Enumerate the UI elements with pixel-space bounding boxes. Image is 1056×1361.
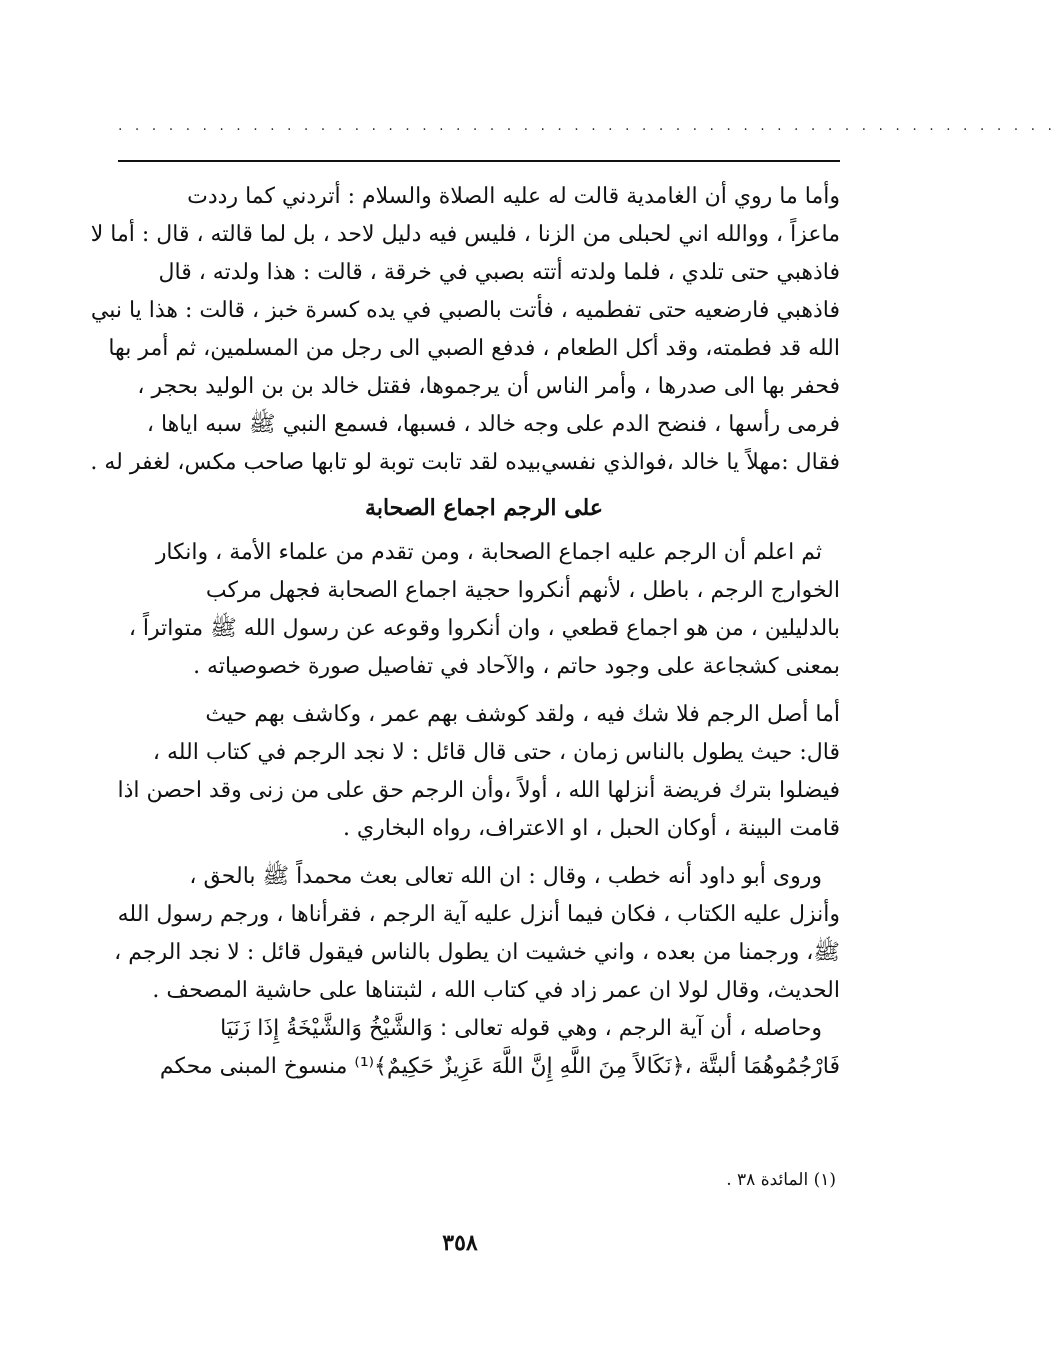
paragraph-gap: [128, 848, 840, 858]
text-line: وأما ما روي أن الغامدية قالت له عليه الصلاة والسلام : أتردني كما رددت: [187, 184, 840, 209]
footnote: (١) المائدة ٣٨ .: [726, 1170, 836, 1190]
paragraph-abu-dawud: [114, 858, 840, 1010]
text-line: ثم اعلم أن الرجم عليه اجماع الصحابة ، ومن تقدم من علماء الأمة ، وانكار: [155, 540, 822, 565]
text-line: فاذهبي حتى تلدي ، فلما ولدته أتته بصبي في خرقة ، قالت : هذا ولدته ، قال: [158, 260, 840, 285]
paragraph-hasiluh: [128, 1010, 840, 1086]
text-line: ماعزاً ، ووالله اني لحبلى من الزنا ، فليس فيه دليل لاحد ، بل لما قالته ، قال : أما لا: [90, 222, 840, 247]
header-dotted-line: . . . . . . . . . . . . . . . . . . . . . . . . . . . . . . . . . . . . . . . . . . . . . . . . . . . . . . . .: [118, 118, 1056, 134]
text-line: قامت البينة ، أوكان الحبل ، او الاعتراف، رواه البخاري .: [342, 816, 840, 841]
text-line: أما أصل الرجم فلا شك فيه ، ولقد كوشف بهم عمر ، وكاشف بهم حيث: [205, 702, 840, 727]
text-line: بمعنى كشجاعة على وجود حاتم ، والآحاد في تفاصيل صورة خصوصياته .: [193, 654, 840, 679]
text-line: وحاصله ، أن آية الرجم ، وهي قوله تعالى : وَالشَّيْخُ وَالشَّيْخَةُ إِذَا زَنَيَا: [220, 1016, 822, 1041]
text-line: فرمى رأسها ، فنضح الدم على وجه خالد ، فسبها، فسمع النبي ﷺ سبه اياها ،: [146, 412, 840, 437]
text-line: الله قد فطمته، وقد أكل الطعام ، فدفع الصبي الى رجل من المسلمين، ثم أمر بها: [108, 336, 840, 361]
text-line: وروى أبو داود أنه خطب ، وقال : ان الله تعالى بعث محمداً ﷺ بالحق ،: [189, 864, 822, 889]
paragraph-ijma: [128, 534, 840, 686]
text-line: وأنزل عليه الكتاب ، فكان فيما أنزل عليه آية الرجم ، فقرأناها ، ورجم رسول الله: [117, 902, 840, 927]
header-rule: [118, 160, 840, 162]
text-line: فحفر بها الى صدرها ، وأمر الناس أن يرجموها، فقتل خالد بن بن الوليد بحجر ،: [137, 374, 840, 399]
text-line: الحديث، وقال لولا ان عمر زاد في كتاب الله ، لثبتناها على حاشية المصحف .: [152, 978, 840, 1003]
paragraph-ghamidiyya: [90, 178, 840, 482]
text-line: بالدليلين ، من هو اجماع قطعي ، وان أنكروا وقوعه عن رسول الله ﷺ متواتراً ،: [128, 616, 840, 641]
section-heading: على الرجم اجماع الصحابة: [365, 495, 603, 521]
page-number: ٣٥٨: [442, 1230, 478, 1256]
text-line: فَارْجُمُوهُمَا ألبتَّة ،﴿نَكَالاً مِنَ اللَّهِ إِنَّ اللَّهَ عَزِيزٌ حَكِيمٌ﴾⁽¹⁾ منسوخ المبنى محكم: [159, 1054, 840, 1079]
text-line: قال: حيث يطول بالناس زمان ، حتى قال قائل : لا نجد الرجم في كتاب الله ،: [152, 740, 840, 765]
main-text: [90, 178, 840, 1086]
text-line: فيضلوا بترك فريضة أنزلها الله ، أولاً ،وأن الرجم حق على من زنى وقد احصن اذا: [117, 778, 840, 803]
paragraph-gap: [128, 686, 840, 696]
text-line: الخوارج الرجم ، باطل ، لأنهم أنكروا حجية اجماع الصحابة فجهل مركب: [205, 578, 840, 603]
text-line: فقال :مهلاً يا خالد ،فوالذي نفسي‌بيده لقد تابت توبة لو تابها صاحب مكس، لغفر له .: [90, 450, 840, 475]
text-line: ﷺ، ورجمنا من بعده ، واني خشيت ان يطول بالناس فيقول قائل : لا نجد الرجم ،: [114, 940, 840, 965]
text-line: فاذهبي فارضعيه حتى تفطميه ، فأتت بالصبي في يده كسرة خبز ، قالت : هذا يا نبي: [90, 298, 840, 323]
paragraph-asl-rajm: [117, 696, 840, 848]
